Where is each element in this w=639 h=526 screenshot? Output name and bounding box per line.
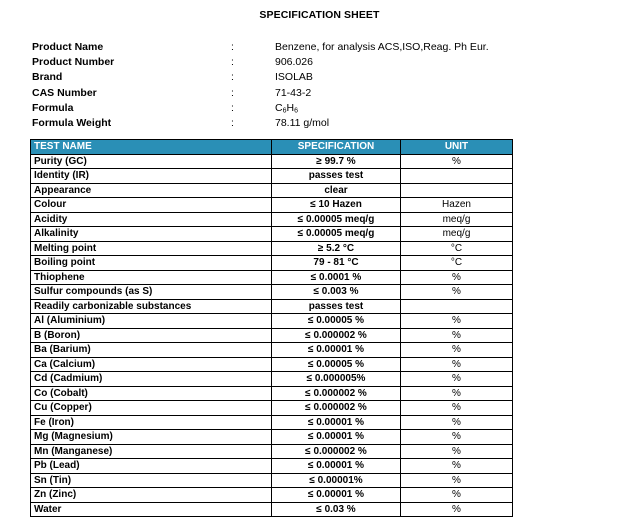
cell-unit: Hazen <box>401 198 513 213</box>
table-row <box>31 473 513 488</box>
cell-unit: % <box>401 154 513 169</box>
cell-unit: % <box>401 459 513 474</box>
cell-test-name: Appearance <box>31 183 272 198</box>
cell-specification: ≤ 0.00005 % <box>272 314 401 329</box>
info-value-product-number: 906.026 <box>275 56 313 69</box>
cell-specification: ≤ 0.000002 % <box>272 401 401 416</box>
cell-specification: ≤ 0.00005 meq/g <box>272 227 401 242</box>
cell-unit: % <box>401 473 513 488</box>
cell-specification: ≤ 0.003 % <box>272 285 401 300</box>
cell-test-name: Mn (Manganese) <box>31 444 272 459</box>
info-label: CAS Number <box>32 86 97 99</box>
cell-specification: ≤ 0.00005 meq/g <box>272 212 401 227</box>
cell-unit: °C <box>401 256 513 271</box>
formula-element: C <box>275 101 283 114</box>
info-value-formula <box>275 101 298 116</box>
cell-test-name: Colour <box>31 198 272 213</box>
cell-specification: ≤ 0.0001 % <box>272 270 401 285</box>
info-value-cas-number: 71-43-2 <box>275 86 312 99</box>
info-value-formula-weight: 78.11 g/mol <box>275 116 330 129</box>
table-row <box>31 459 513 474</box>
cell-specification: passes test <box>272 299 401 314</box>
formula-subscript: 6 <box>294 107 298 115</box>
cell-unit: % <box>401 401 513 416</box>
cell-test-name: Purity (GC) <box>31 154 272 169</box>
document-title: SPECIFICATION SHEET <box>259 9 380 21</box>
cell-unit <box>401 183 513 198</box>
info-value-product-name: Benzene, for analysis ACS,ISO,Reag. Ph Eur. <box>275 41 489 53</box>
cell-unit <box>401 299 513 314</box>
cell-unit: % <box>401 314 513 329</box>
info-label: Brand <box>32 71 63 84</box>
cell-unit: % <box>401 328 513 343</box>
table-row <box>31 299 513 314</box>
table-row <box>31 198 513 213</box>
cell-unit: % <box>401 415 513 430</box>
table-row <box>31 328 513 343</box>
info-label: Formula Weight <box>32 116 112 129</box>
cell-unit: % <box>401 444 513 459</box>
cell-test-name: Boiling point <box>31 256 272 271</box>
cell-specification: ≤ 0.00001 % <box>272 459 401 474</box>
table-row <box>31 401 513 416</box>
cell-unit: % <box>401 430 513 445</box>
table-row <box>31 183 513 198</box>
table-row <box>31 285 513 300</box>
cell-unit: meq/g <box>401 212 513 227</box>
table-row <box>31 415 513 430</box>
info-colon: : <box>231 41 234 53</box>
cell-test-name: Sn (Tin) <box>31 473 272 488</box>
cell-test-name: Ca (Calcium) <box>31 357 272 372</box>
cell-test-name: Co (Cobalt) <box>31 386 272 401</box>
info-colon: : <box>231 116 234 129</box>
table-row <box>31 314 513 329</box>
cell-specification: ≥ 99.7 % <box>272 154 401 169</box>
info-value-brand: ISOLAB <box>275 71 313 84</box>
table-row <box>31 502 513 517</box>
cell-unit: % <box>401 372 513 387</box>
cell-unit: % <box>401 270 513 285</box>
info-label: Product Name <box>32 41 104 53</box>
info-colon: : <box>231 101 234 114</box>
cell-specification: passes test <box>272 169 401 184</box>
cell-unit: °C <box>401 241 513 256</box>
cell-unit: % <box>401 357 513 372</box>
cell-specification: ≥ 5.2 °C <box>272 241 401 256</box>
table-header-row <box>31 140 513 155</box>
specification-table <box>30 139 513 517</box>
formula-subscript: 6 <box>282 107 287 115</box>
cell-specification: ≤ 0.00001 % <box>272 488 401 503</box>
cell-specification: 79 - 81 °C <box>272 256 401 271</box>
cell-test-name: Cd (Cadmium) <box>31 372 272 387</box>
cell-unit <box>401 169 513 184</box>
cell-test-name: Ba (Barium) <box>31 343 272 358</box>
cell-test-name: Pb (Lead) <box>31 459 272 474</box>
info-colon: : <box>231 71 234 84</box>
info-label: Formula <box>32 101 74 114</box>
table-row <box>31 270 513 285</box>
cell-unit: % <box>401 386 513 401</box>
table-row <box>31 256 513 271</box>
cell-unit: meq/g <box>401 227 513 242</box>
info-label: Product Number <box>32 56 115 69</box>
cell-test-name: Mg (Magnesium) <box>31 430 272 445</box>
cell-test-name: Al (Aluminium) <box>31 314 272 329</box>
cell-specification: ≤ 0.000002 % <box>272 328 401 343</box>
cell-test-name: Thiophene <box>31 270 272 285</box>
cell-test-name: B (Boron) <box>31 328 272 343</box>
header-test-name: TEST NAME <box>31 140 272 155</box>
cell-test-name: Fe (Iron) <box>31 415 272 430</box>
table-row <box>31 241 513 256</box>
cell-unit: % <box>401 488 513 503</box>
cell-specification: ≤ 0.000002 % <box>272 444 401 459</box>
table-row <box>31 212 513 227</box>
cell-test-name: Readily carbonizable substances <box>31 299 272 314</box>
table-row <box>31 386 513 401</box>
cell-specification: ≤ 0.000005% <box>272 372 401 387</box>
cell-test-name: Alkalinity <box>31 227 272 242</box>
header-unit: UNIT <box>401 140 513 155</box>
cell-test-name: Sulfur compounds (as S) <box>31 285 272 300</box>
cell-unit: % <box>401 343 513 358</box>
table-row <box>31 227 513 242</box>
cell-test-name: Cu (Copper) <box>31 401 272 416</box>
cell-specification: ≤ 0.03 % <box>272 502 401 517</box>
formula-element: H <box>286 101 295 114</box>
table-row <box>31 430 513 445</box>
cell-test-name: Acidity <box>31 212 272 227</box>
table-body <box>31 154 513 517</box>
cell-specification: clear <box>272 183 401 198</box>
table-row <box>31 444 513 459</box>
cell-specification: ≤ 0.00001% <box>272 473 401 488</box>
cell-specification: ≤ 0.00001 % <box>272 430 401 445</box>
table-row <box>31 357 513 372</box>
table-row <box>31 154 513 169</box>
cell-test-name: Water <box>31 502 272 517</box>
table-row <box>31 372 513 387</box>
cell-specification: ≤ 0.00001 % <box>272 415 401 430</box>
cell-unit: % <box>401 502 513 517</box>
cell-specification: ≤ 0.000002 % <box>272 386 401 401</box>
header-specification: SPECIFICATION <box>272 140 401 155</box>
cell-test-name: Zn (Zinc) <box>31 488 272 503</box>
cell-specification: ≤ 0.00005 % <box>272 357 401 372</box>
info-colon: : <box>231 86 234 99</box>
info-colon: : <box>231 56 234 69</box>
table-row <box>31 169 513 184</box>
cell-test-name: Melting point <box>31 241 272 256</box>
cell-specification: ≤ 0.00001 % <box>272 343 401 358</box>
cell-unit: % <box>401 285 513 300</box>
table-row <box>31 343 513 358</box>
table-row <box>31 488 513 503</box>
cell-test-name: Identity (IR) <box>31 169 272 184</box>
cell-specification: ≤ 10 Hazen <box>272 198 401 213</box>
